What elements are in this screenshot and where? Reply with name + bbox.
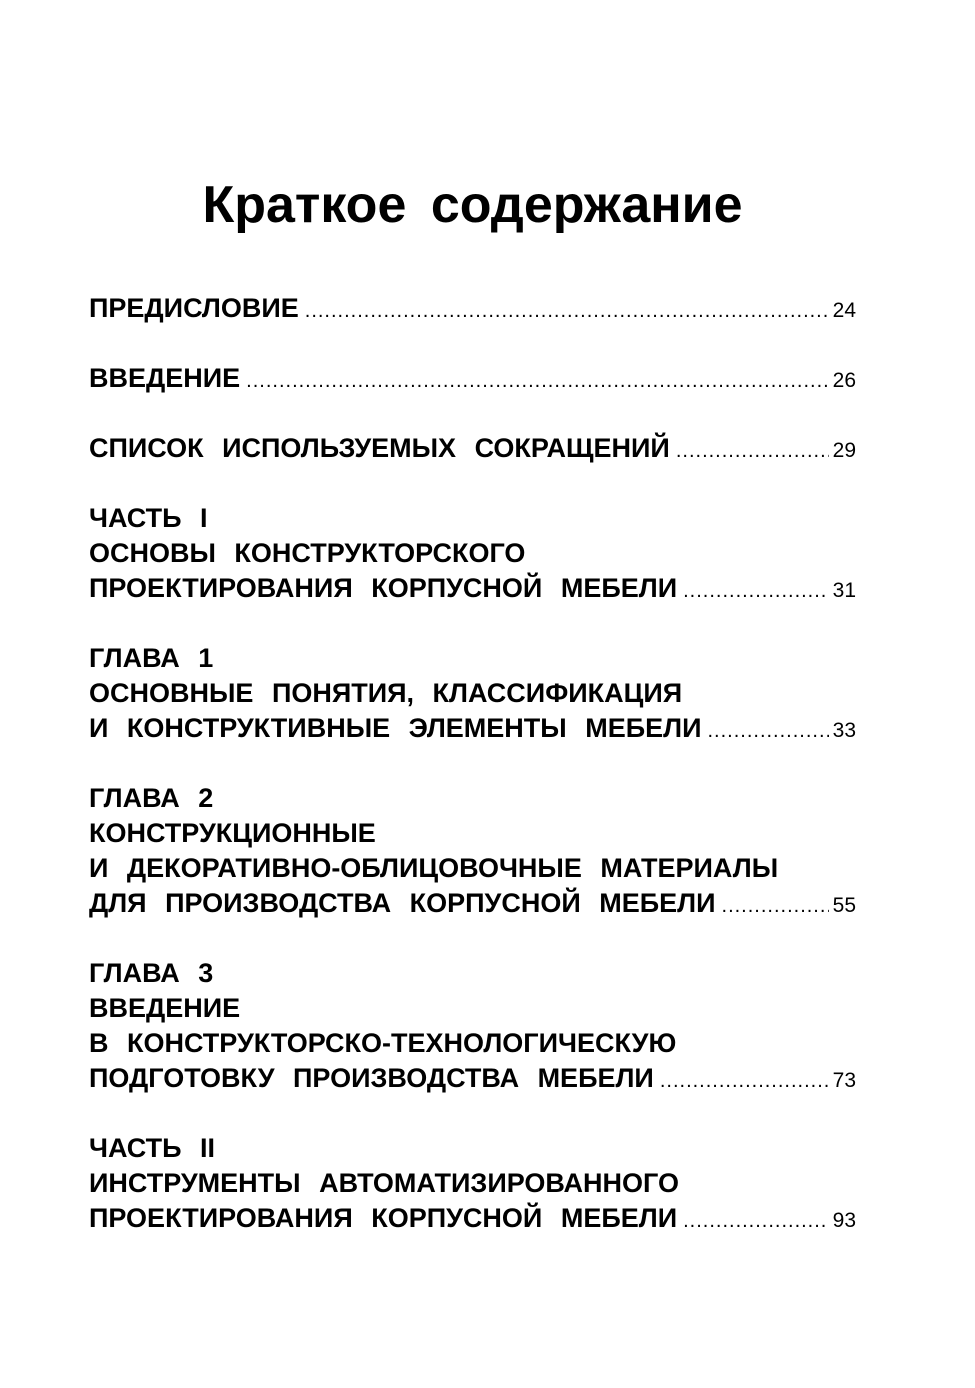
toc-entry-title-line: КОНСТРУКЦИОННЫЕ: [89, 818, 376, 848]
toc-entry-part-2[interactable]: [89, 1131, 856, 1236]
toc-entry-chapter-3[interactable]: [89, 956, 856, 1096]
toc-entry-line: [89, 711, 856, 746]
toc-page-number: 93: [832, 1209, 856, 1232]
toc-entry-chapter-1[interactable]: [89, 641, 856, 746]
toc-entry-title-line: ИНСТРУМЕНТЫ АВТОМАТИЗИРОВАННОГО: [89, 1168, 680, 1198]
toc-entry-line: [89, 361, 856, 396]
toc-entry-line: [89, 1061, 856, 1096]
toc-page-number: 29: [832, 439, 856, 462]
toc-entry-line: [89, 291, 856, 326]
toc-entry-title: ПОДГОТОВКУ ПРОИЗВОДСТВА МЕБЕЛИ: [89, 1063, 654, 1093]
toc-entry-abbreviations[interactable]: [89, 431, 856, 466]
toc-page-number: 55: [832, 894, 856, 917]
toc-entry-title-line: ОСНОВЫ КОНСТРУКТОРСКОГО: [89, 538, 526, 568]
toc-page-number: 33: [832, 719, 856, 742]
toc-page-number: 26: [832, 369, 856, 392]
dot-leader: [246, 364, 828, 399]
toc-entry-label: ГЛАВА 1: [89, 643, 214, 673]
toc-entry-line: [89, 886, 856, 921]
dot-leader: [660, 1064, 829, 1099]
toc-entry-introduction[interactable]: [89, 361, 856, 396]
toc-entry-label: ЧАСТЬ I: [89, 503, 208, 533]
dot-leader: [707, 714, 828, 749]
dot-leader: [683, 574, 829, 609]
toc-page-number: 31: [832, 579, 856, 602]
toc-entry-line: [89, 431, 856, 466]
toc-entry-label: ГЛАВА 2: [89, 783, 214, 813]
toc-entry-title: ПРОЕКТИРОВАНИЯ КОРПУСНОЙ МЕБЕЛИ: [89, 1203, 678, 1233]
dot-leader: [683, 1204, 829, 1239]
toc-page-number: 73: [832, 1069, 856, 1092]
dot-leader: [305, 294, 829, 329]
toc-entry-chapter-2[interactable]: [89, 781, 856, 921]
page-title: Краткое содержание: [202, 175, 743, 234]
toc-entry-title: ДЛЯ ПРОИЗВОДСТВА КОРПУСНОЙ МЕБЕЛИ: [89, 888, 716, 918]
toc-page-number: 24: [832, 299, 856, 322]
toc-entry-title-line: ВВЕДЕНИЕ: [89, 993, 241, 1023]
toc-entry-line: [89, 571, 856, 606]
toc-entry-title: И КОНСТРУКТИВНЫЕ ЭЛЕМЕНТЫ МЕБЕЛИ: [89, 713, 702, 743]
toc-entry-title: ПРОЕКТИРОВАНИЯ КОРПУСНОЙ МЕБЕЛИ: [89, 573, 678, 603]
toc-entry-preface[interactable]: [89, 291, 856, 326]
toc-entry-title-line: И ДЕКОРАТИВНО-ОБЛИЦОВОЧНЫЕ МАТЕРИАЛЫ: [89, 853, 779, 883]
toc-entry-line: [89, 1201, 856, 1236]
toc-entry-part-1[interactable]: [89, 501, 856, 606]
toc-entry-title: ВВЕДЕНИЕ: [89, 363, 241, 393]
toc-entry-title: ПРЕДИСЛОВИЕ: [89, 293, 299, 323]
toc-entry-title-line: В КОНСТРУКТОРСКО-ТЕХНОЛОГИЧЕСКУЮ: [89, 1028, 677, 1058]
toc-entry-label: ГЛАВА 3: [89, 958, 214, 988]
toc-entry-title-line: ОСНОВНЫЕ ПОНЯТИЯ, КЛАССИФИКАЦИЯ: [89, 678, 683, 708]
dot-leader: [676, 434, 829, 469]
toc-entry-label: ЧАСТЬ II: [89, 1133, 216, 1163]
dot-leader: [722, 889, 829, 924]
toc-entry-title: СПИСОК ИСПОЛЬЗУЕМЫХ СОКРАЩЕНИЙ: [89, 433, 670, 463]
